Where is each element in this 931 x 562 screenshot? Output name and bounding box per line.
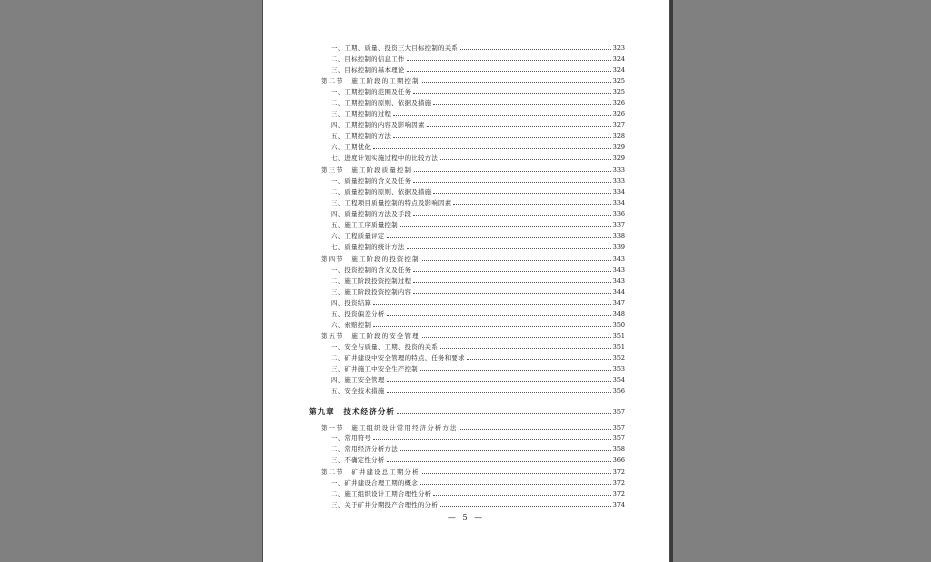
toc-item — [331, 63, 625, 74]
dot-leader — [440, 158, 611, 160]
dot-leader — [413, 214, 611, 216]
dot-leader — [427, 125, 611, 127]
dot-leader — [413, 270, 611, 272]
toc-entry-title: 第二节 矿井建设总工期分析 — [321, 468, 420, 476]
toc-entry-page: 333 — [612, 166, 625, 174]
toc-entry-page: 348 — [612, 310, 625, 318]
toc-entry-title: 第二节 施工阶段的工期控制 — [321, 77, 420, 85]
toc-item — [331, 196, 625, 207]
dot-leader — [433, 192, 610, 194]
toc-entry-title: 七、进度计划实施过程中的比较方法 — [331, 154, 439, 162]
toc-entry-page: 323 — [612, 44, 625, 52]
toc-item — [331, 285, 625, 296]
toc-entry-title: 三、目标控制的基本理论 — [331, 66, 405, 74]
toc-entry-title: 一、常用符号 — [331, 434, 372, 442]
toc-entry-page: 343 — [612, 266, 625, 274]
toc-item — [331, 274, 625, 285]
dot-leader — [373, 303, 611, 305]
toc-entry-title: 二、目标控制的信息工作 — [331, 55, 405, 63]
toc-entry-title: 二、常用经济分析方法 — [331, 445, 398, 453]
toc-item — [331, 96, 625, 107]
toc-entry-page: 372 — [612, 490, 625, 498]
toc-item — [331, 498, 625, 509]
toc-item — [331, 362, 625, 373]
toc-entry-page: 357 — [612, 424, 625, 432]
toc-entry-page: 326 — [612, 110, 625, 118]
toc-item — [331, 107, 625, 118]
toc-item — [331, 373, 625, 384]
toc-entry-title: 三、工期控制的过程 — [331, 110, 392, 118]
toc-entry-title: 四、工期控制的内容及影响因素 — [331, 121, 425, 129]
toc-item — [331, 442, 625, 453]
toc-entry-title: 五、安全技术措施 — [331, 387, 385, 395]
toc-entry-page: 339 — [612, 243, 625, 251]
toc-entry-page: 366 — [612, 456, 625, 464]
toc-item — [331, 453, 625, 464]
toc-entry-page: 358 — [612, 445, 625, 453]
toc-entry-page: 351 — [612, 343, 625, 351]
toc-entry-page: 354 — [612, 376, 625, 384]
toc-entry-title: 第九章 技术经济分析 — [309, 407, 395, 416]
dot-leader — [413, 292, 611, 294]
dot-leader — [413, 181, 611, 183]
toc-item — [331, 52, 625, 63]
toc-entry-title: 二、矿井建设中安全管理的特点、任务和要求 — [331, 354, 465, 362]
toc-entry-page: 374 — [612, 501, 625, 509]
toc-entry-page: 333 — [612, 177, 625, 185]
dot-leader — [422, 81, 611, 83]
toc-item — [331, 351, 625, 362]
toc-entry-title: 七、质量控制的统计方法 — [331, 243, 405, 251]
toc-entry-page: 325 — [612, 77, 625, 85]
dot-leader — [433, 103, 610, 105]
toc-entry-page: 347 — [612, 299, 625, 307]
page-number: — 5 — — [447, 513, 485, 522]
toc-entry-page: 325 — [612, 88, 625, 96]
toc-entry-page: 357 — [612, 434, 625, 442]
dot-leader — [440, 347, 611, 349]
toc-entry-title: 第五节 施工阶段的安全管理 — [321, 332, 420, 340]
toc-item — [331, 240, 625, 251]
toc-entry-page: 344 — [612, 288, 625, 296]
toc-entry-page: 338 — [612, 232, 625, 240]
toc-item — [331, 174, 625, 185]
dot-leader — [400, 449, 611, 451]
table-of-contents — [263, 0, 669, 562]
toc-entry-page: 337 — [612, 221, 625, 229]
toc-entry-title: 六、工期优化 — [331, 143, 372, 151]
dot-leader — [373, 438, 611, 440]
toc-item — [331, 263, 625, 274]
dot-leader — [420, 483, 611, 485]
toc-item — [331, 384, 625, 395]
toc-section — [321, 329, 625, 340]
toc-section — [321, 74, 625, 85]
dot-leader — [407, 70, 611, 72]
toc-section — [321, 163, 625, 174]
dot-leader — [420, 369, 611, 371]
toc-entry-page: 343 — [612, 277, 625, 285]
dot-leader — [453, 203, 610, 205]
toc-item — [331, 118, 625, 129]
toc-item — [331, 307, 625, 318]
toc-entry-page: 351 — [612, 332, 625, 340]
toc-item — [331, 218, 625, 229]
toc-entry-page: 334 — [612, 199, 625, 207]
toc-item — [331, 318, 625, 329]
toc-entry-page: 343 — [612, 255, 625, 263]
toc-item — [331, 151, 625, 162]
toc-entry-title: 二、施工组织设计工期合理性分析 — [331, 490, 432, 498]
dot-leader — [413, 281, 611, 283]
toc-entry-page: 329 — [612, 154, 625, 162]
toc-entry-title: 四、投资结算 — [331, 299, 372, 307]
toc-entry-title: 一、安全与质量、工期、投资的关系 — [331, 343, 439, 351]
toc-entry-page: 324 — [612, 66, 625, 74]
dot-leader — [387, 391, 611, 393]
toc-entry-title: 四、施工安全管理 — [331, 376, 385, 384]
toc-entry-title: 三、关于矿井分期投产合理性的分析 — [331, 501, 439, 509]
toc-item — [331, 431, 625, 442]
toc-entry-title: 二、施工阶段投资控制过程 — [331, 277, 412, 285]
document-page — [262, 0, 670, 562]
dot-leader — [467, 358, 611, 360]
dot-leader — [373, 147, 611, 149]
dot-leader — [400, 225, 611, 227]
toc-entry-title: 一、投资控制的含义及任务 — [331, 266, 412, 274]
dot-leader — [387, 236, 611, 238]
toc-entry-title: 五、施工工序质量控制 — [331, 221, 398, 229]
dot-leader — [422, 336, 611, 338]
toc-entry-title: 二、质量控制的原则、依据及措施 — [331, 188, 432, 196]
toc-entry-page: 372 — [612, 479, 625, 487]
dot-leader — [413, 92, 611, 94]
toc-entry-title: 四、质量控制的方法及手段 — [331, 210, 412, 218]
dot-leader — [440, 505, 611, 507]
dot-leader — [460, 428, 611, 430]
toc-entry-title: 五、投资偏差分析 — [331, 310, 385, 318]
dot-leader — [422, 472, 611, 474]
toc-entry-title: 三、矿井施工中安全生产控制 — [331, 365, 418, 373]
toc-entry-page: 329 — [612, 143, 625, 151]
toc-entry-page: 350 — [612, 321, 625, 329]
toc-chapter — [309, 405, 625, 416]
dot-leader — [387, 380, 611, 382]
toc-item — [331, 85, 625, 96]
toc-entry-title: 第三节 施工阶段质量控制 — [321, 166, 413, 174]
toc-item — [331, 185, 625, 196]
dot-leader — [393, 136, 611, 138]
toc-entry-title: 一、工期、质量、投资三大目标控制的关系 — [331, 44, 459, 52]
dot-leader — [393, 114, 611, 116]
toc-entry-title: 六、索赔控制 — [331, 321, 372, 329]
toc-entry-title: 五、工期控制的方法 — [331, 132, 392, 140]
toc-entry-title: 三、不确定性分析 — [331, 456, 385, 464]
dot-leader — [422, 259, 611, 261]
toc-entry-page: 327 — [612, 121, 625, 129]
toc-entry-page: 372 — [612, 468, 625, 476]
toc-item — [331, 340, 625, 351]
toc-entry-page: 324 — [612, 55, 625, 63]
toc-entry-title: 一、矿井建设合理工期的概念 — [331, 479, 418, 487]
toc-entry-page: 352 — [612, 354, 625, 362]
toc-item — [331, 140, 625, 151]
toc-entry-title: 一、工期控制的范围及任务 — [331, 88, 412, 96]
dot-leader — [387, 314, 611, 316]
toc-item — [331, 41, 625, 52]
toc-entry-title: 六、工程质量评定 — [331, 232, 385, 240]
dot-leader — [407, 59, 611, 61]
toc-item — [331, 487, 625, 498]
toc-section — [321, 465, 625, 476]
toc-entry-title: 第一节 施工组织设计常用经济分析方法 — [321, 424, 458, 432]
toc-item — [331, 296, 625, 307]
toc-entry-page: 356 — [612, 387, 625, 395]
dot-leader — [397, 412, 611, 414]
toc-entry-title: 一、质量控制的含义及任务 — [331, 177, 412, 185]
toc-section — [321, 252, 625, 263]
toc-entry-title: 三、施工阶段投资控制内容 — [331, 288, 412, 296]
toc-entry-title: 三、工程项目质量控制的特点及影响因素 — [331, 199, 452, 207]
dot-leader — [407, 247, 611, 249]
toc-entry-page: 334 — [612, 188, 625, 196]
dot-leader — [460, 48, 611, 50]
dot-leader — [387, 460, 611, 462]
dot-leader — [373, 325, 611, 327]
toc-entry-page: 328 — [612, 132, 625, 140]
toc-entry-title: 第四节 施工阶段的投资控制 — [321, 255, 420, 263]
toc-entry-page: 357 — [612, 408, 625, 416]
dot-leader — [414, 170, 611, 172]
page-shadow — [670, 0, 673, 562]
toc-entry-page: 326 — [612, 99, 625, 107]
toc-item — [331, 476, 625, 487]
toc-entry-page: 336 — [612, 210, 625, 218]
dot-leader — [433, 494, 610, 496]
toc-entry-page: 353 — [612, 365, 625, 373]
toc-item — [331, 129, 625, 140]
toc-entry-title: 二、工期控制的原则、依据及措施 — [331, 99, 432, 107]
toc-item — [331, 229, 625, 240]
toc-item — [331, 207, 625, 218]
